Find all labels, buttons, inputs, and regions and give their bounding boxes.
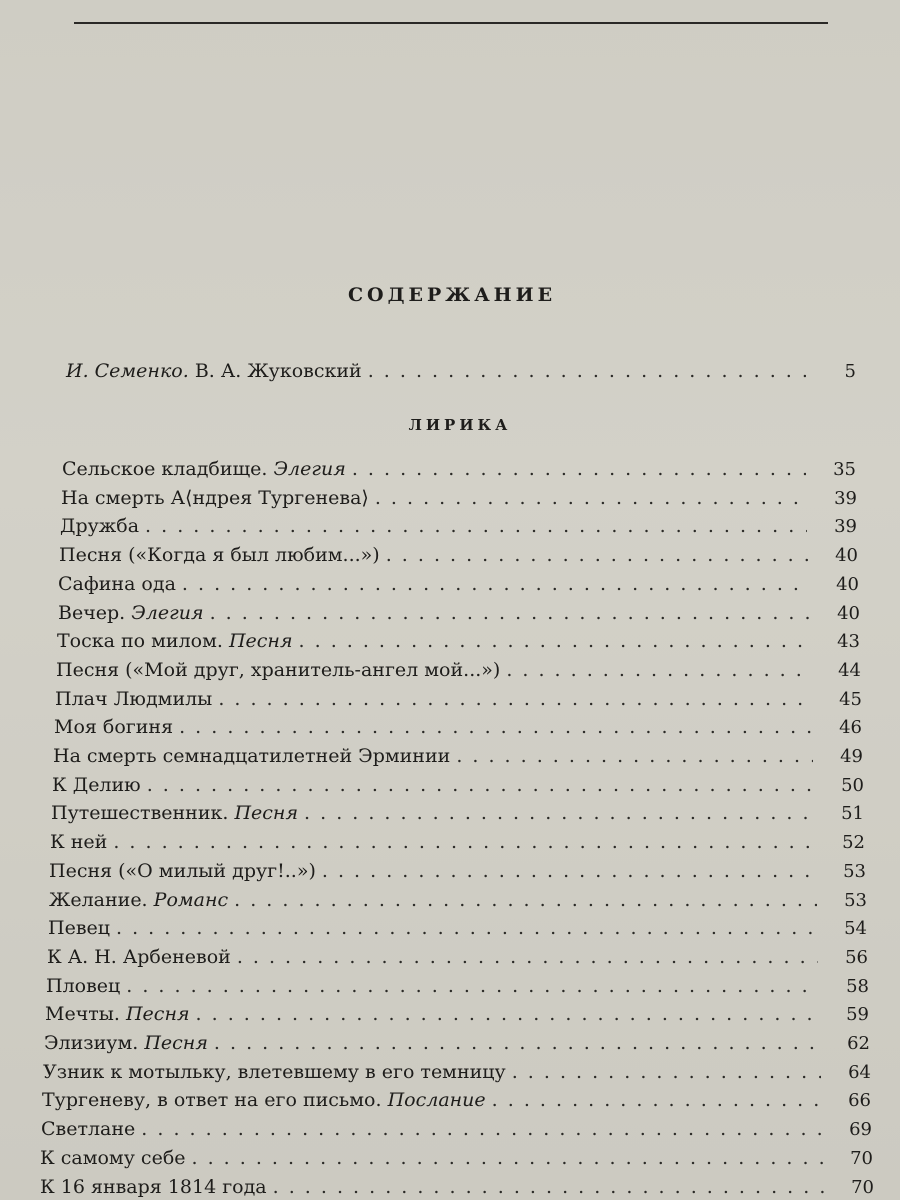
toc-entry-page-number: 39 [834,488,857,509]
toc-entry [51,802,864,824]
dot-leader [218,688,812,710]
dot-leader [352,458,806,480]
intro-page-number: 5 [844,361,856,382]
toc-entry-title: Певец [48,917,110,939]
toc-entry [58,573,859,595]
toc-entry [59,544,858,566]
dot-leader [234,889,817,911]
toc-entry [53,745,863,767]
dot-leader [237,946,818,968]
toc-entry-page-number: 69 [849,1119,872,1140]
toc-entry [40,1147,873,1169]
toc-entry-page-number: 40 [836,574,859,595]
toc-entry-title: К самому себе [40,1147,186,1169]
dot-leader [145,515,807,537]
toc-entry-title: К Делию [52,774,141,796]
dot-leader [322,860,816,882]
toc-entry-page-number: 70 [851,1177,874,1198]
toc-entry [49,860,866,882]
toc-entry-page-number: 64 [848,1062,871,1083]
dot-leader [141,1118,822,1140]
intro-entry [66,360,856,382]
toc-entry-title: Песня («О милый друг!..») [49,860,316,882]
toc-entry [48,917,867,939]
toc-entry-page-number: 44 [838,660,861,681]
toc-entry [56,659,861,681]
toc-entry [62,458,856,480]
toc-entry [55,688,862,710]
toc-entry-title: На смерть А⟨ндрея Тургенева⟩ [61,487,369,509]
toc-entry-title: На смерть семнадцатилетней Эрминии [53,745,451,767]
dot-leader [214,1032,820,1054]
toc-entry-page-number: 40 [837,603,860,624]
toc-entry [40,1176,874,1198]
toc-entry-title: Моя богиня [54,716,174,738]
toc-entry [46,975,869,997]
dot-leader [375,487,807,509]
toc-entry-page-number: 51 [841,803,864,824]
toc-entry-genre: Элегия [273,458,346,480]
toc-entry-page-number: 70 [850,1148,873,1169]
toc-entry-page-number: 53 [843,861,866,882]
intro-title: В. А. Жуковский [194,360,362,382]
toc-entry-title: Желание. [49,889,148,911]
toc-entry-genre: Песня [228,630,293,652]
toc-entry [42,1089,871,1111]
dot-leader [304,802,814,824]
dot-leader [192,1147,824,1169]
dot-leader [506,659,811,681]
toc-entry-title: Тоска по милом. [57,630,223,652]
toc-entry-genre: Песня [234,802,299,824]
dot-leader [147,774,814,796]
toc-entry-title: К А. Н. Арбеневой [47,946,231,968]
toc-entry [47,946,868,968]
toc-entry [57,630,860,652]
section-heading: ЛИРИКА [408,416,512,434]
toc-entry-title: Песня («Мой друг, хранитель-ангел мой...») [56,659,501,681]
toc-entry [49,889,867,911]
toc-entry-title: Элизиум. [44,1032,139,1054]
dot-leader [116,917,817,939]
toc-entry-genre: Романс [153,889,229,911]
toc-entry-genre: Песня [125,1003,190,1025]
toc-entry-title: Мечты. [45,1003,120,1025]
toc-entry-page-number: 45 [839,689,862,710]
toc-entry-page-number: 52 [842,832,865,853]
toc-entry-page-number: 43 [837,631,860,652]
toc-entry [54,716,862,738]
toc-entry-title: К 16 января 1814 года [40,1176,267,1198]
dot-leader [299,630,810,652]
toc-entry-title: Тургеневу, в ответ на его письмо. [42,1089,382,1111]
toc-entry-page-number: 46 [839,717,862,738]
toc-entry [58,602,860,624]
dot-leader [386,544,808,566]
toc-entry-title: Дружба [60,515,140,537]
toc-entry [45,1003,869,1025]
dot-leader [179,716,812,738]
toc-entry [43,1061,871,1083]
intro-author: И. Семенко. [66,360,189,382]
dot-leader [273,1176,824,1198]
toc-entry-title: Светлане [41,1118,136,1140]
toc-entry [50,831,865,853]
toc-entry-title: Сафина ода [58,573,176,595]
dot-leader [456,745,813,767]
toc-entry-page-number: 66 [848,1090,871,1111]
toc-entry-page-number: 39 [834,516,857,537]
toc-entry-page-number: 56 [845,947,868,968]
toc-entry-genre: Послание [387,1089,486,1111]
toc-entry-title: К ней [50,831,108,853]
toc-entry-page-number: 59 [846,1004,869,1025]
dot-leader [210,602,810,624]
toc-entry-title: Узник к мотыльку, влетевшему в его темницу [43,1061,506,1083]
toc-entry [52,774,864,796]
dot-leader [368,360,806,382]
toc-entry-title: Вечер. [58,602,126,624]
dot-leader [182,573,809,595]
dot-leader [196,1003,819,1025]
toc-entry-title: Путешественник. [51,802,229,824]
toc-entry-page-number: 50 [841,775,864,796]
toc-entry-page-number: 54 [844,918,867,939]
page-title: СОДЕРЖАНИЕ [347,284,557,306]
toc-entry [41,1118,872,1140]
toc-entry-genre: Песня [144,1032,208,1054]
top-rule [74,22,828,24]
toc-entry-page-number: 35 [833,459,856,480]
toc-entry-page-number: 58 [846,976,869,997]
dot-leader [492,1089,821,1111]
toc-entry-title: Сельское кладбище. [62,458,268,480]
toc-entry-page-number: 49 [840,746,863,767]
toc-entry-genre: Элегия [131,602,204,624]
dot-leader [113,831,815,853]
toc-entry-title: Плач Людмилы [55,688,213,710]
dot-leader [126,975,819,997]
toc-entry-title: Пловец [46,975,121,997]
dot-leader [512,1061,821,1083]
toc-entry-page-number: 40 [835,545,858,566]
toc-entry [60,515,857,537]
toc-entry-page-number: 53 [844,890,867,911]
toc-entry-page-number: 62 [847,1033,870,1054]
toc-entry [61,487,857,509]
toc-entry [44,1032,870,1054]
toc-entry-title: Песня («Когда я был любим...») [59,544,380,566]
